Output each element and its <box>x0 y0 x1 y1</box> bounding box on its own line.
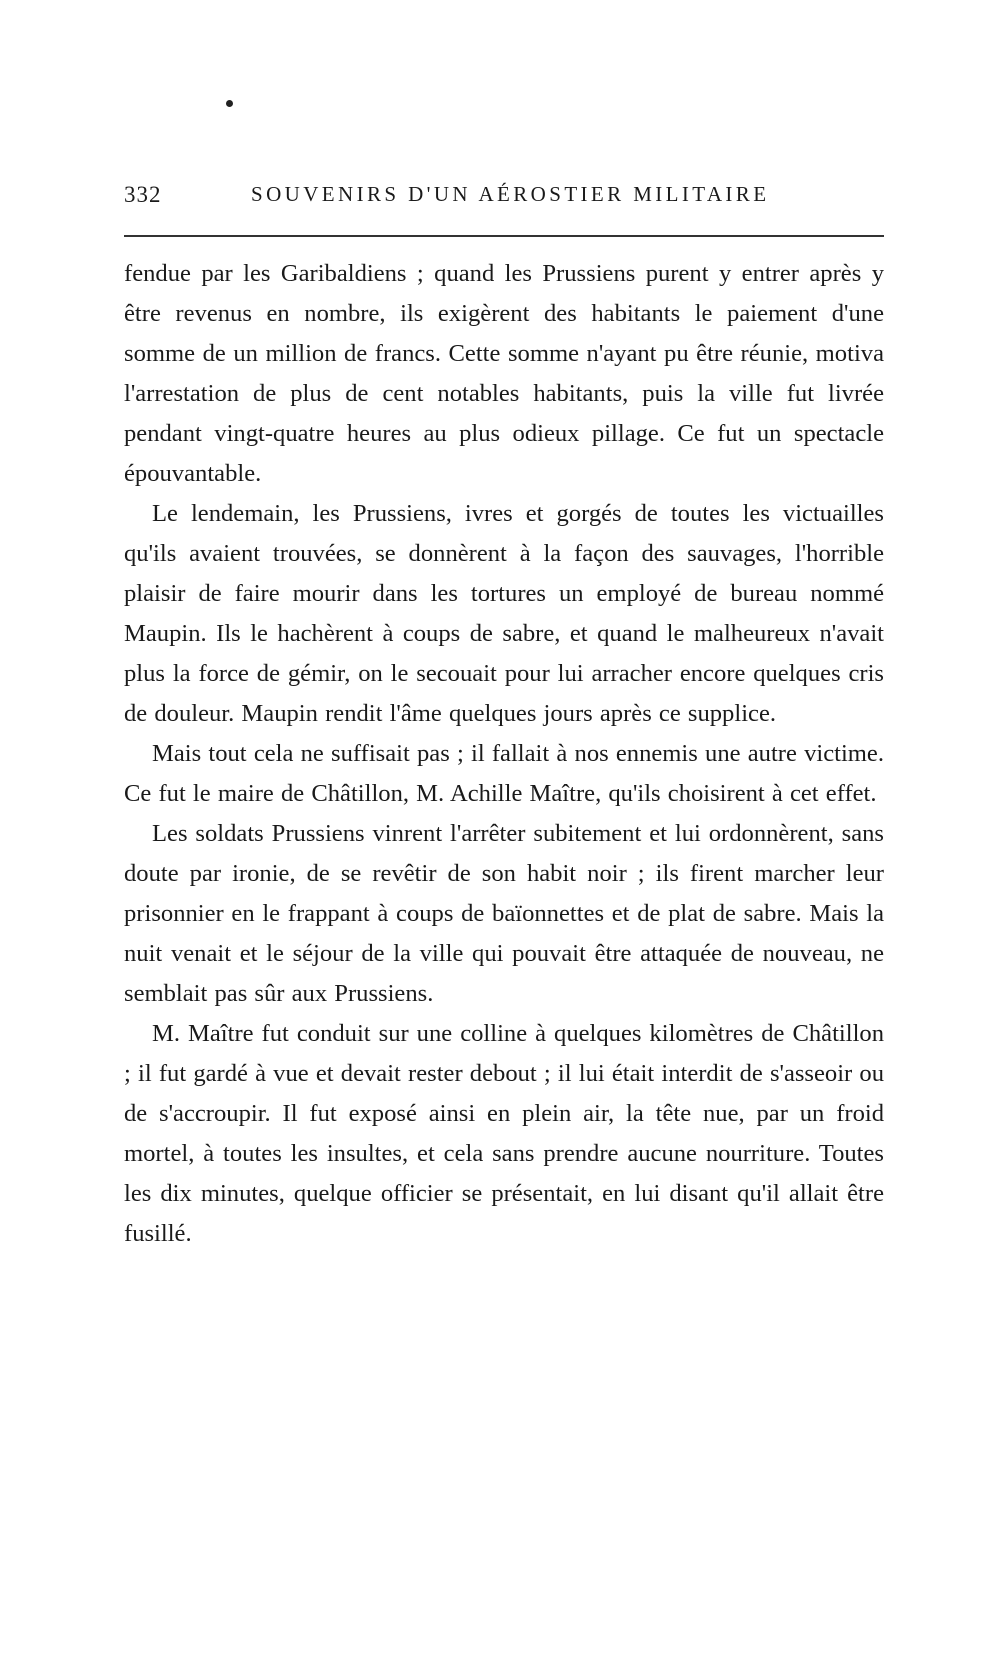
ink-speck <box>226 100 233 107</box>
paragraph: fendue par les Garibaldiens ; quand les Prussiens purent y entrer après y être revenus en nombre, ils exigèrent des habitants le paiement d'une somme de un million de francs. Cette somme n'ayant pu être réunie, motiva l'arrestation de plus de cent notables habitants, puis la ville fut livrée pendant vingt-quatre heures au plus odieux pillage. Ce fut un spectacle épouvantable. <box>124 260 884 487</box>
paragraph: Le lendemain, les Prussiens, ivres et gorgés de toutes les victuailles qu'ils avaient trouvées, se donnèrent à la façon des sauvages, l'horrible plaisir de faire mourir dans les tortures un employé de bureau nommé Maupin. Ils le hachèrent à coups de sabre, et quand le malheureux n'avait plus la force de gémir, on le secouait pour lui arracher encore quelques cris de douleur. Maupin rendit l'âme quelques jours après ce supplice. <box>124 500 884 727</box>
page-number: 332 <box>124 182 162 207</box>
page-header <box>124 182 884 216</box>
paragraph: Mais tout cela ne suffisait pas ; il fallait à nos ennemis une autre victime. Ce fut le maire de Châtillon, M. Achille Maître, qu'ils choisirent à cet effet. <box>124 740 884 807</box>
header-rule <box>124 235 884 237</box>
paragraph: Les soldats Prussiens vinrent l'arrêter subitement et lui ordonnèrent, sans doute par ironie, de se revêtir de son habit noir ; ils firent marcher leur prisonnier en le frappant à coups de baïonnettes et de plat de sabre. Mais la nuit venait et le séjour de la ville qui pouvait être attaquée de nouveau, ne semblait pas sûr aux Prussiens. <box>124 820 884 1007</box>
text-body <box>124 254 884 1254</box>
running-title: SOUVENIRS D'UN AÉROSTIER MILITAIRE <box>251 182 770 206</box>
paragraph: M. Maître fut conduit sur une colline à quelques kilomètres de Châtillon ; il fut gardé à vue et devait rester debout ; il lui était interdit de s'asseoir ou de s'accroupir. Il fut exposé ainsi en plein air, la tête nue, par un froid mortel, à toutes les insultes, et cela sans prendre aucune nourriture. Toutes les dix minutes, quelque officier se présentait, en lui disant qu'il allait être fusillé. <box>124 1020 884 1247</box>
